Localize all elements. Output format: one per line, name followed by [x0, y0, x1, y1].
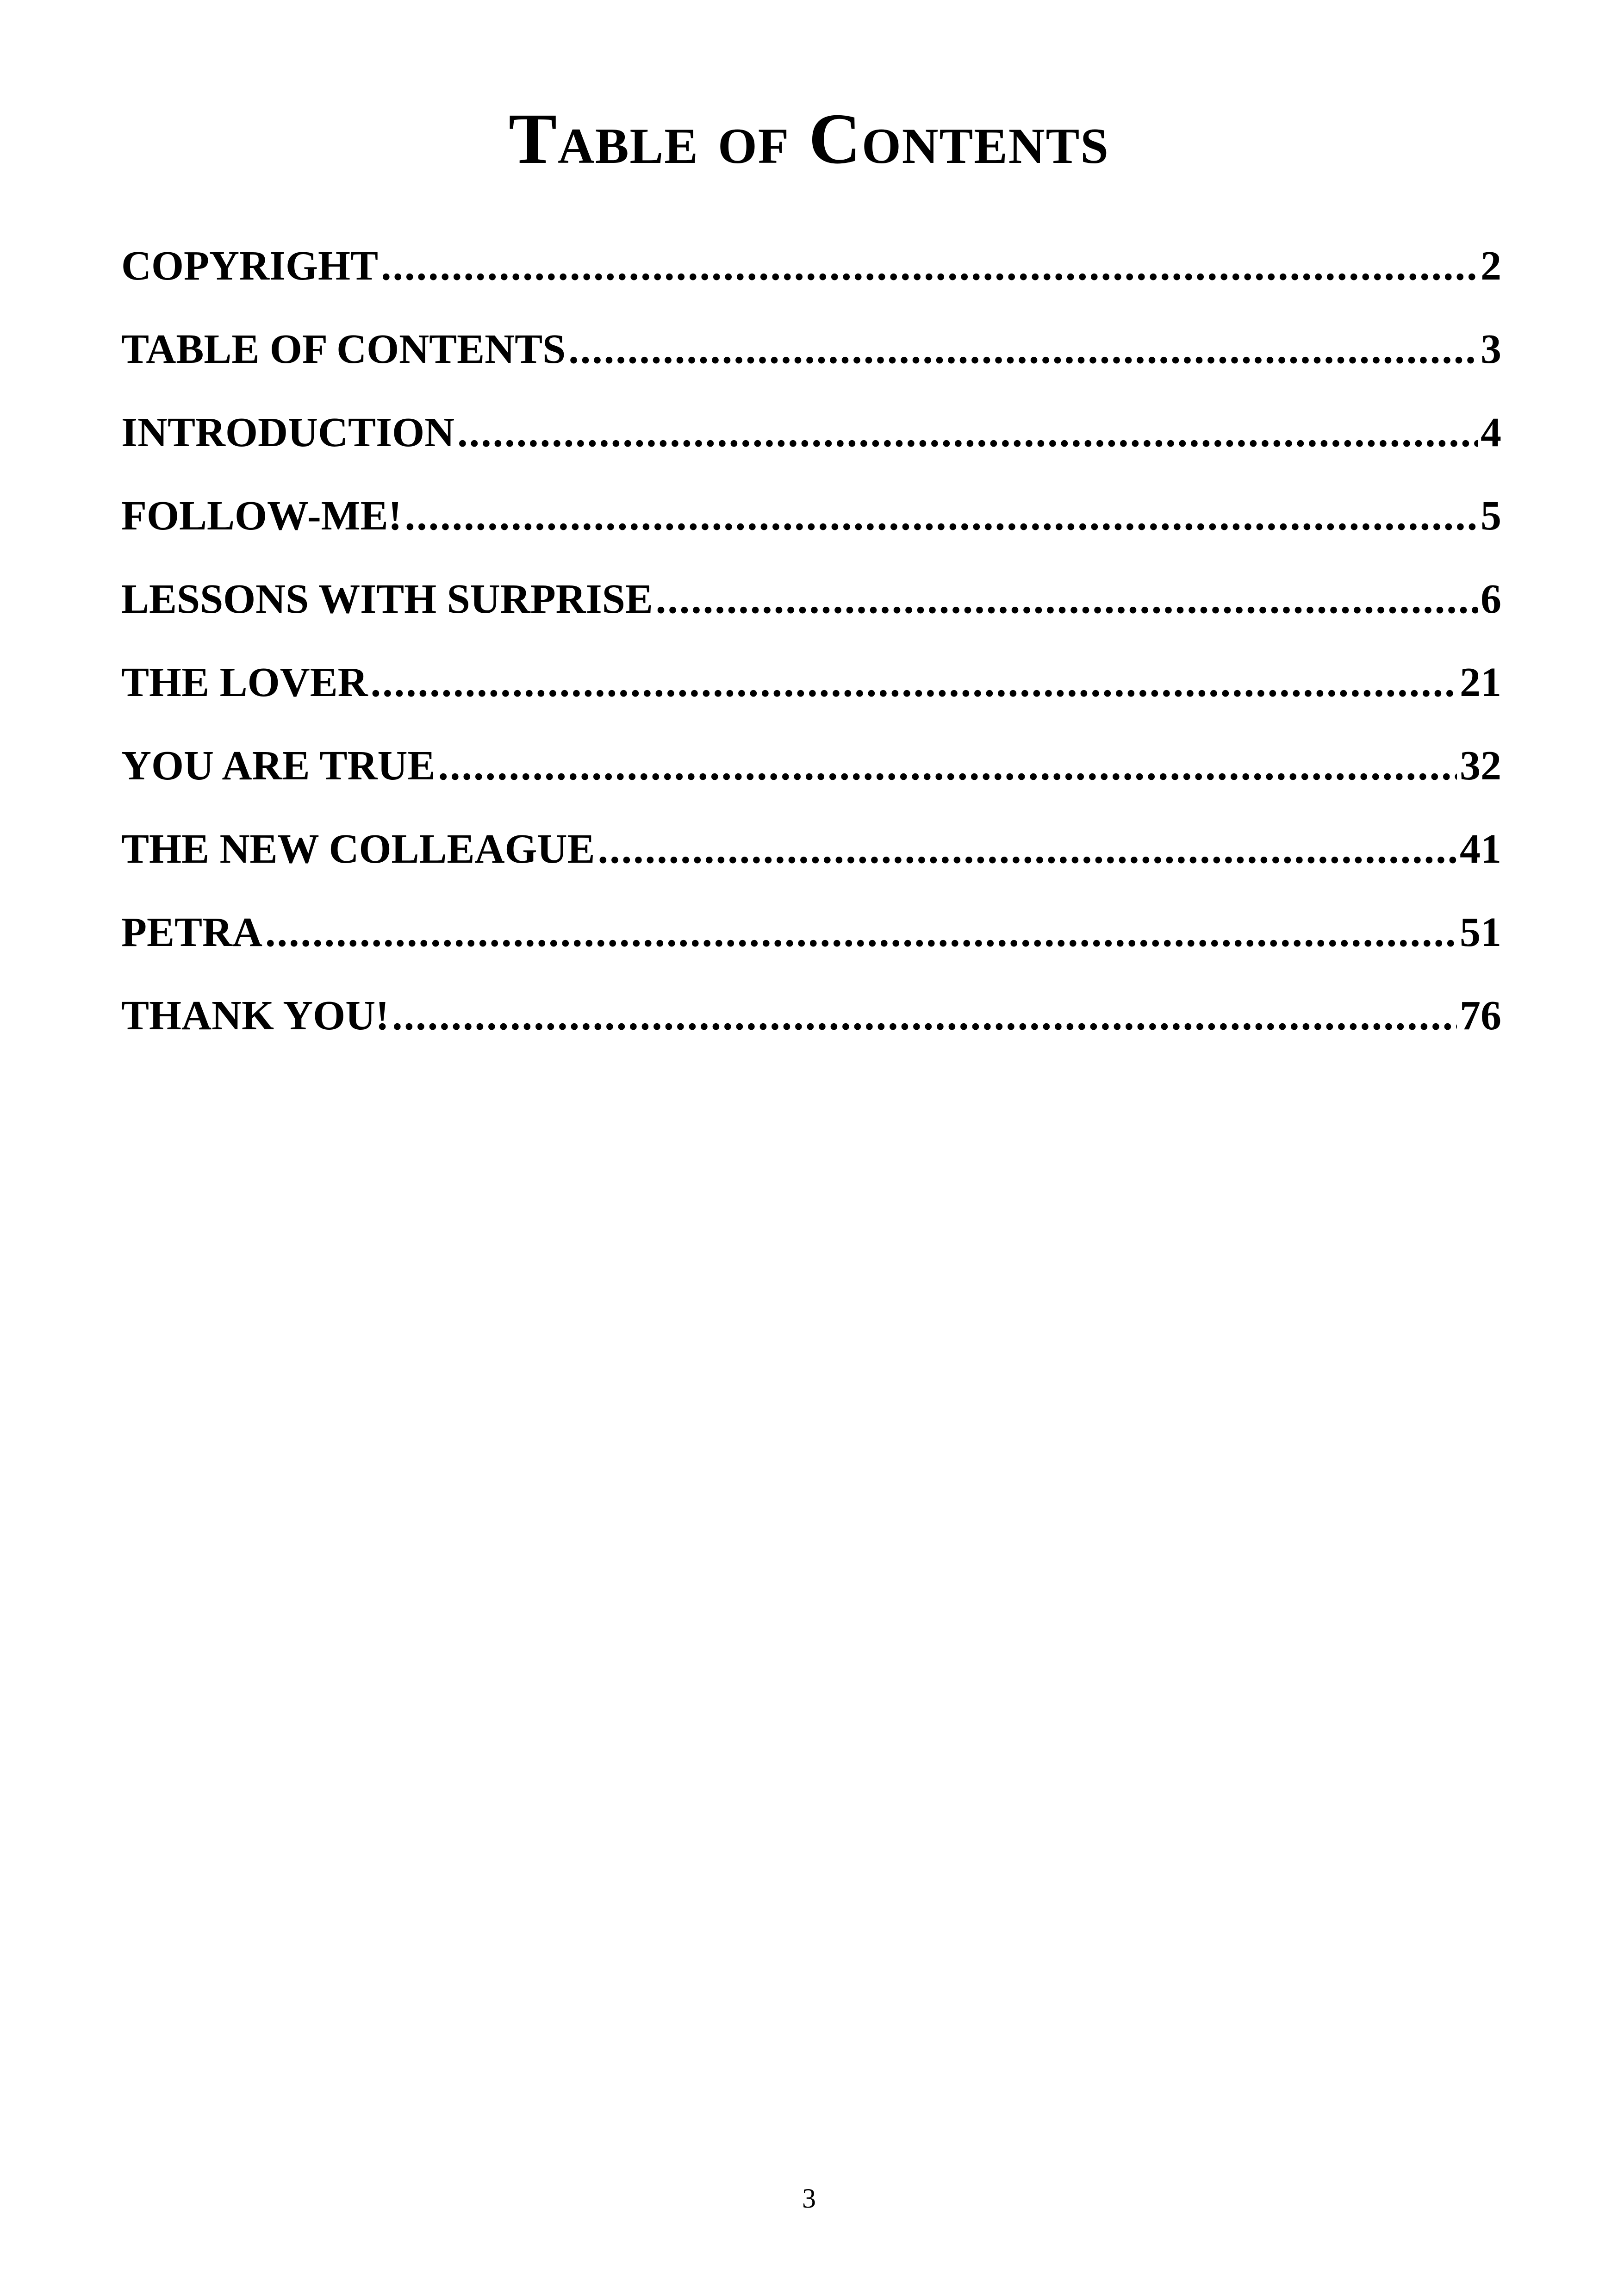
toc-entry-the-new-colleague[interactable] — [121, 817, 1501, 900]
toc-entry-follow-me[interactable] — [121, 484, 1501, 567]
toc-entry-page: 5 — [1481, 493, 1501, 539]
toc-dot-leader — [405, 484, 1478, 548]
toc-entry-label: TABLE OF CONTENTS — [121, 326, 566, 372]
toc-dot-leader — [265, 900, 1457, 965]
toc-entry-page: 4 — [1481, 410, 1501, 455]
toc-dot-leader — [392, 983, 1457, 1048]
toc-entry-page: 21 — [1460, 660, 1501, 705]
toc-dot-leader — [598, 817, 1457, 882]
toc-entry-page: 3 — [1481, 326, 1501, 372]
toc-entry-label: PETRA — [121, 909, 263, 955]
toc-entry-label: COPYRIGHT — [121, 243, 379, 289]
toc-entry-label: THE NEW COLLEAGUE — [121, 826, 595, 872]
toc-dot-leader — [438, 734, 1457, 798]
toc-entry-label: THE LOVER — [121, 660, 368, 705]
page-number: 3 — [802, 2183, 816, 2214]
toc-entry-page: 41 — [1460, 826, 1501, 872]
toc-entry-you-are-true[interactable] — [121, 734, 1501, 817]
toc-entry-page: 6 — [1481, 576, 1501, 622]
toc-entry-page: 2 — [1481, 243, 1501, 289]
toc-entry-introduction[interactable] — [121, 400, 1501, 484]
toc-entry-label: YOU ARE TRUE — [121, 743, 436, 789]
toc-entry-page: 32 — [1460, 743, 1501, 789]
table-of-contents — [121, 234, 1501, 1067]
toc-dot-leader — [568, 317, 1478, 382]
toc-entry-page: 51 — [1460, 909, 1501, 955]
toc-entry-label: FOLLOW-ME! — [121, 493, 402, 539]
toc-entry-label: INTRODUCTION — [121, 410, 455, 455]
toc-entry-lessons-with-surprise[interactable] — [121, 567, 1501, 650]
toc-entry-copyright[interactable] — [121, 234, 1501, 317]
toc-entry-petra[interactable] — [121, 900, 1501, 983]
toc-entry-label: LESSONS WITH SURPRISE — [121, 576, 653, 622]
toc-entry-thank-you[interactable] — [121, 983, 1501, 1067]
page-title: Table of Contents — [509, 99, 1109, 179]
toc-entry-page: 76 — [1460, 993, 1501, 1039]
toc-entry-table-of-contents[interactable] — [121, 317, 1501, 400]
toc-entry-the-lover[interactable] — [121, 650, 1501, 734]
toc-dot-leader — [371, 650, 1457, 715]
toc-dot-leader — [381, 234, 1478, 299]
toc-entry-label: THANK YOU! — [121, 993, 390, 1039]
toc-dot-leader — [656, 567, 1478, 632]
toc-dot-leader — [457, 400, 1478, 465]
